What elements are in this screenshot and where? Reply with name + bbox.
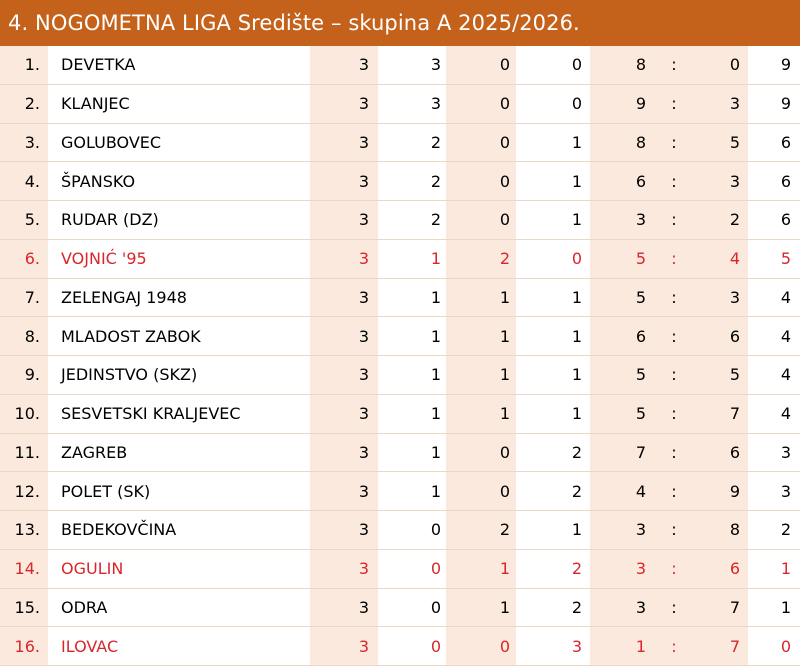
goals-against-cell: 3 xyxy=(693,279,748,318)
draws-cell: 1 xyxy=(446,279,516,318)
goals-separator: : xyxy=(649,395,693,434)
losses-cell: 0 xyxy=(516,240,590,279)
played-cell: 3 xyxy=(310,550,378,589)
goals-for-cell: 5 xyxy=(590,356,649,395)
points-cell: 6 xyxy=(748,162,800,201)
goals-against-cell: 3 xyxy=(693,162,748,201)
goals-separator: : xyxy=(649,240,693,279)
team-name: VOJNIĆ '95 xyxy=(48,240,310,279)
wins-cell: 2 xyxy=(378,124,446,163)
table-row xyxy=(0,46,800,85)
wins-cell: 1 xyxy=(378,472,446,511)
draws-cell: 2 xyxy=(446,511,516,550)
played-cell: 3 xyxy=(310,162,378,201)
table-row xyxy=(0,201,800,240)
rank-cell: 9. xyxy=(0,356,48,395)
table-row xyxy=(0,511,800,550)
rank-cell: 4. xyxy=(0,162,48,201)
goals-against-cell: 7 xyxy=(693,589,748,628)
rank-cell: 6. xyxy=(0,240,48,279)
rank-cell: 3. xyxy=(0,124,48,163)
draws-cell: 1 xyxy=(446,395,516,434)
draws-cell: 1 xyxy=(446,317,516,356)
points-cell: 4 xyxy=(748,395,800,434)
team-name: DEVETKA xyxy=(48,46,310,85)
played-cell: 3 xyxy=(310,589,378,628)
team-name: JEDINSTVO (SKZ) xyxy=(48,356,310,395)
losses-cell: 1 xyxy=(516,317,590,356)
goals-separator: : xyxy=(649,85,693,124)
played-cell: 3 xyxy=(310,356,378,395)
table-row xyxy=(0,589,800,628)
goals-for-cell: 3 xyxy=(590,511,649,550)
draws-cell: 0 xyxy=(446,472,516,511)
goals-against-cell: 8 xyxy=(693,511,748,550)
wins-cell: 0 xyxy=(378,627,446,666)
wins-cell: 3 xyxy=(378,46,446,85)
table-row xyxy=(0,85,800,124)
goals-against-cell: 7 xyxy=(693,627,748,666)
goals-separator: : xyxy=(649,589,693,628)
played-cell: 3 xyxy=(310,434,378,473)
goals-separator: : xyxy=(649,124,693,163)
rank-cell: 14. xyxy=(0,550,48,589)
team-name: ŠPANSKO xyxy=(48,162,310,201)
table-row xyxy=(0,550,800,589)
points-cell: 5 xyxy=(748,240,800,279)
points-cell: 1 xyxy=(748,550,800,589)
played-cell: 3 xyxy=(310,317,378,356)
goals-for-cell: 7 xyxy=(590,434,649,473)
table-row xyxy=(0,356,800,395)
rank-cell: 16. xyxy=(0,627,48,666)
goals-for-cell: 8 xyxy=(590,124,649,163)
rank-cell: 10. xyxy=(0,395,48,434)
rank-cell: 15. xyxy=(0,589,48,628)
rank-cell: 2. xyxy=(0,85,48,124)
draws-cell: 1 xyxy=(446,356,516,395)
goals-separator: : xyxy=(649,279,693,318)
played-cell: 3 xyxy=(310,627,378,666)
rank-cell: 8. xyxy=(0,317,48,356)
wins-cell: 0 xyxy=(378,511,446,550)
goals-separator: : xyxy=(649,356,693,395)
wins-cell: 3 xyxy=(378,85,446,124)
losses-cell: 1 xyxy=(516,124,590,163)
goals-for-cell: 4 xyxy=(590,472,649,511)
team-name: ZELENGAJ 1948 xyxy=(48,279,310,318)
wins-cell: 2 xyxy=(378,201,446,240)
losses-cell: 1 xyxy=(516,395,590,434)
goals-against-cell: 2 xyxy=(693,201,748,240)
losses-cell: 2 xyxy=(516,434,590,473)
table-row xyxy=(0,472,800,511)
team-name: ODRA xyxy=(48,589,310,628)
standings-table xyxy=(0,46,800,666)
wins-cell: 1 xyxy=(378,395,446,434)
points-cell: 4 xyxy=(748,279,800,318)
played-cell: 3 xyxy=(310,201,378,240)
team-name: GOLUBOVEC xyxy=(48,124,310,163)
table-row xyxy=(0,162,800,201)
goals-against-cell: 6 xyxy=(693,550,748,589)
losses-cell: 0 xyxy=(516,85,590,124)
played-cell: 3 xyxy=(310,124,378,163)
draws-cell: 0 xyxy=(446,124,516,163)
team-name: OGULIN xyxy=(48,550,310,589)
draws-cell: 0 xyxy=(446,201,516,240)
team-name: RUDAR (DZ) xyxy=(48,201,310,240)
points-cell: 1 xyxy=(748,589,800,628)
losses-cell: 3 xyxy=(516,627,590,666)
wins-cell: 1 xyxy=(378,279,446,318)
rank-cell: 12. xyxy=(0,472,48,511)
played-cell: 3 xyxy=(310,472,378,511)
goals-against-cell: 7 xyxy=(693,395,748,434)
rank-cell: 11. xyxy=(0,434,48,473)
goals-for-cell: 6 xyxy=(590,317,649,356)
table-row xyxy=(0,240,800,279)
goals-separator: : xyxy=(649,162,693,201)
goals-against-cell: 9 xyxy=(693,472,748,511)
goals-against-cell: 5 xyxy=(693,124,748,163)
goals-for-cell: 5 xyxy=(590,240,649,279)
table-row xyxy=(0,124,800,163)
wins-cell: 1 xyxy=(378,317,446,356)
goals-for-cell: 5 xyxy=(590,279,649,318)
goals-against-cell: 5 xyxy=(693,356,748,395)
wins-cell: 0 xyxy=(378,550,446,589)
wins-cell: 1 xyxy=(378,434,446,473)
team-name: KLANJEC xyxy=(48,85,310,124)
losses-cell: 2 xyxy=(516,472,590,511)
goals-for-cell: 5 xyxy=(590,395,649,434)
table-row xyxy=(0,627,800,666)
table-row xyxy=(0,395,800,434)
points-cell: 4 xyxy=(748,317,800,356)
team-name: SESVETSKI KRALJEVEC xyxy=(48,395,310,434)
goals-separator: : xyxy=(649,317,693,356)
points-cell: 3 xyxy=(748,472,800,511)
team-name: BEDEKOVČINA xyxy=(48,511,310,550)
goals-for-cell: 3 xyxy=(590,550,649,589)
goals-for-cell: 3 xyxy=(590,201,649,240)
rank-cell: 7. xyxy=(0,279,48,318)
goals-against-cell: 0 xyxy=(693,46,748,85)
rank-cell: 1. xyxy=(0,46,48,85)
draws-cell: 1 xyxy=(446,589,516,628)
wins-cell: 1 xyxy=(378,240,446,279)
goals-against-cell: 3 xyxy=(693,85,748,124)
draws-cell: 0 xyxy=(446,434,516,473)
losses-cell: 2 xyxy=(516,550,590,589)
played-cell: 3 xyxy=(310,85,378,124)
goals-separator: : xyxy=(649,627,693,666)
rank-cell: 13. xyxy=(0,511,48,550)
played-cell: 3 xyxy=(310,511,378,550)
played-cell: 3 xyxy=(310,46,378,85)
goals-for-cell: 8 xyxy=(590,46,649,85)
draws-cell: 0 xyxy=(446,162,516,201)
team-name: ZAGREB xyxy=(48,434,310,473)
wins-cell: 0 xyxy=(378,589,446,628)
losses-cell: 1 xyxy=(516,511,590,550)
points-cell: 6 xyxy=(748,201,800,240)
goals-against-cell: 4 xyxy=(693,240,748,279)
team-name: MLADOST ZABOK xyxy=(48,317,310,356)
losses-cell: 0 xyxy=(516,46,590,85)
goals-separator: : xyxy=(649,511,693,550)
goals-separator: : xyxy=(649,434,693,473)
table-row xyxy=(0,279,800,318)
losses-cell: 1 xyxy=(516,201,590,240)
goals-for-cell: 9 xyxy=(590,85,649,124)
draws-cell: 0 xyxy=(446,85,516,124)
losses-cell: 2 xyxy=(516,589,590,628)
points-cell: 9 xyxy=(748,46,800,85)
team-name: POLET (SK) xyxy=(48,472,310,511)
goals-separator: : xyxy=(649,550,693,589)
table-title: 4. NOGOMETNA LIGA Središte – skupina A 2025/2026. xyxy=(0,0,800,46)
draws-cell: 0 xyxy=(446,627,516,666)
draws-cell: 0 xyxy=(446,46,516,85)
losses-cell: 1 xyxy=(516,162,590,201)
points-cell: 6 xyxy=(748,124,800,163)
points-cell: 4 xyxy=(748,356,800,395)
goals-for-cell: 1 xyxy=(590,627,649,666)
rank-cell: 5. xyxy=(0,201,48,240)
team-name: ILOVAC xyxy=(48,627,310,666)
wins-cell: 2 xyxy=(378,162,446,201)
table-row xyxy=(0,434,800,473)
points-cell: 9 xyxy=(748,85,800,124)
table-row xyxy=(0,317,800,356)
played-cell: 3 xyxy=(310,279,378,318)
draws-cell: 2 xyxy=(446,240,516,279)
wins-cell: 1 xyxy=(378,356,446,395)
played-cell: 3 xyxy=(310,240,378,279)
goals-separator: : xyxy=(649,472,693,511)
goals-for-cell: 6 xyxy=(590,162,649,201)
losses-cell: 1 xyxy=(516,356,590,395)
losses-cell: 1 xyxy=(516,279,590,318)
goals-against-cell: 6 xyxy=(693,434,748,473)
goals-against-cell: 6 xyxy=(693,317,748,356)
goals-for-cell: 3 xyxy=(590,589,649,628)
played-cell: 3 xyxy=(310,395,378,434)
goals-separator: : xyxy=(649,201,693,240)
points-cell: 0 xyxy=(748,627,800,666)
points-cell: 3 xyxy=(748,434,800,473)
points-cell: 2 xyxy=(748,511,800,550)
draws-cell: 1 xyxy=(446,550,516,589)
goals-separator: : xyxy=(649,46,693,85)
